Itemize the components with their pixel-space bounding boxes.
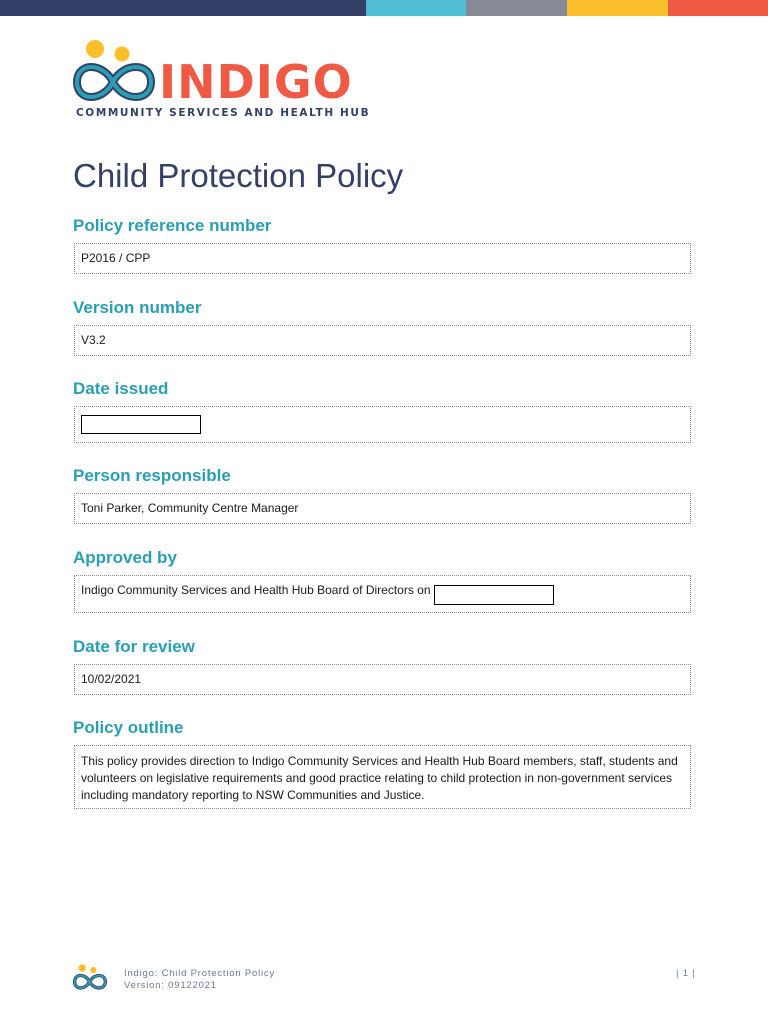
date-issued-blank-box[interactable] (81, 415, 201, 434)
policy-outline-field (74, 745, 691, 809)
indigo-logo (73, 40, 373, 124)
logo-wordmark: INDIGO (159, 55, 353, 109)
reference-value: P2016 / CPP (81, 251, 151, 265)
version-value: V3.2 (81, 333, 106, 347)
policy-outline-value: This policy provides direction to Indigo Community Services and Health Hub Board members, staff, students and volunteers on legislative requirements and good practice relating to child protection in non-government services including mandatory reporting to NSW Communities and Justice. (81, 754, 678, 802)
footer-version: Version: 09122021 (124, 980, 217, 991)
topbar-segment-grey (466, 0, 567, 16)
version-heading: Version number (73, 298, 202, 317)
topbar-segment-navy (0, 0, 366, 16)
reference-heading: Policy reference number (73, 216, 272, 235)
date-for-review-value: 10/02/2021 (81, 672, 142, 686)
approved-by-value: Indigo Community Services and Health Hub Board of Directors on (81, 583, 431, 597)
footer-logo-icon (73, 964, 107, 992)
footer-text (124, 968, 275, 992)
footer-doc-title: Indigo: Child Protection Policy (124, 968, 276, 979)
policy-outline-heading: Policy outline (73, 718, 184, 737)
date-issued-field (74, 406, 691, 443)
date-issued-heading: Date issued (73, 379, 169, 398)
person-responsible-heading: Person responsible (73, 466, 231, 485)
logo-tagline: COMMUNITY SERVICES AND HEALTH HUB (76, 107, 371, 119)
person-responsible-field (74, 493, 691, 524)
approval-date-blank-box[interactable] (434, 585, 554, 605)
date-for-review-field (74, 664, 691, 695)
topbar-segment-red (668, 0, 768, 16)
topbar-segment-yellow (567, 0, 668, 16)
date-for-review-heading: Date for review (73, 637, 195, 656)
page-title: Child Protection Policy (73, 157, 404, 194)
top-color-bar (0, 0, 768, 16)
infinity-people-icon (73, 40, 155, 106)
approved-by-field (74, 575, 691, 613)
footer-page-number: | 1 | (676, 968, 696, 979)
reference-field (74, 243, 691, 274)
version-field (74, 325, 691, 356)
topbar-segment-teal (366, 0, 466, 16)
approved-by-heading: Approved by (73, 548, 177, 567)
person-responsible-value: Toni Parker, Community Centre Manager (81, 501, 299, 515)
